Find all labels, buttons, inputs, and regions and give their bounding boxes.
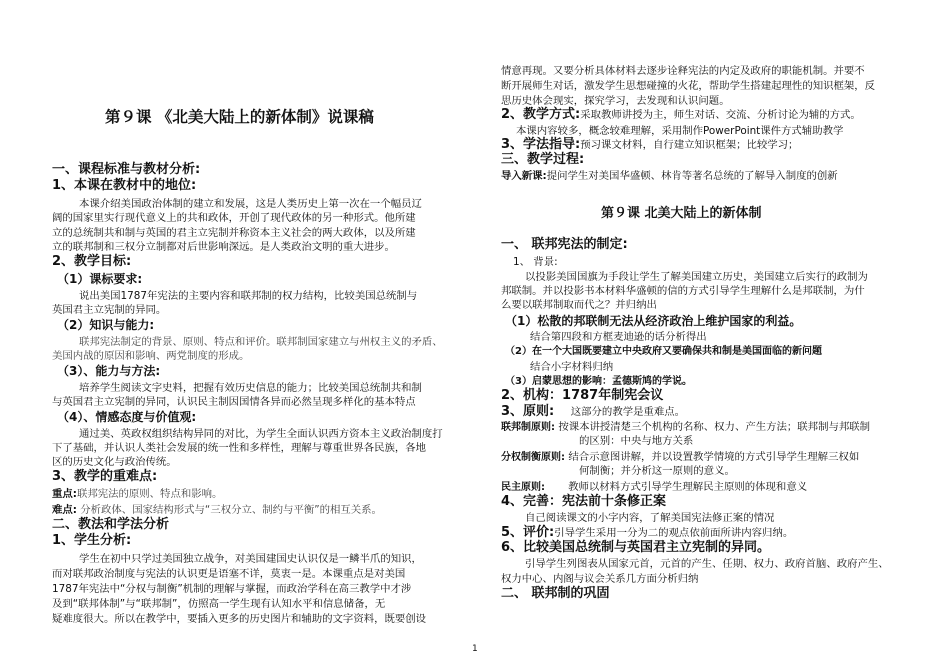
separation-principle: [501, 450, 859, 465]
paragraph-line: 引导学生列图表从国家元首，元首的产生、任期、权力、政府首脑、政府产生、: [525, 558, 889, 570]
subsection-heading: 1、学生分析:: [52, 533, 132, 548]
paragraph-line: 培养学生阅读文字史料，把握有效历史信息的能力；比较美国总统制共和制: [79, 382, 422, 394]
difficulty-label: 难点:: [52, 504, 77, 516]
goal-heading: （3）、能力与方法:: [57, 364, 161, 378]
guidance-text: 预习课文材料，自行建立知识框架；比较学习；: [580, 139, 799, 151]
paragraph-line: 联邦宪法制定的背景、原则、特点和评价。联邦制国家建立与州权主义的矛盾、: [79, 336, 443, 348]
point-heading: （3）启蒙思想的影响：孟德斯鸠的学说。: [505, 376, 692, 387]
subsection-heading: 2、机构：1787年制宪会议: [501, 388, 664, 403]
paragraph-line: 思历史体会现实，探究学习，去发现和认识问题。: [501, 95, 730, 107]
key-label: 重点:: [52, 488, 77, 500]
democracy-principle: [501, 480, 807, 495]
paragraph-line: 何制衡；并分析这一原则的意义。: [579, 465, 735, 477]
principles: [501, 405, 685, 419]
teaching-method: [501, 108, 861, 122]
separation-text: 结合示意图讲解，并以设置教学情境的方式引导学生理解三权如: [568, 451, 860, 463]
subsection-heading: 3、教学的重难点:: [52, 469, 158, 484]
paragraph-line: 结合第四段和方框麦迪逊的话分析得出: [530, 331, 707, 343]
page-title: 第９课 《北美大陆上的新体制》说课稿: [105, 108, 374, 126]
federal-principle: [501, 420, 870, 435]
page-number: 1: [472, 644, 478, 654]
guidance-heading: 3、学法指导:: [501, 137, 581, 152]
paragraph-line: 么要以联邦制取而代之？并归纳出: [501, 299, 657, 311]
paragraph-line: 学生在初中只学过美国独立战争，对美国建国史认识仅是一鳞半爪的知识，: [79, 553, 422, 565]
subsection-heading: 4、完善：宪法前十条修正案: [501, 494, 667, 509]
goal-heading: （1）课标要求:: [57, 272, 143, 286]
separation-label: 分权制衡原则:: [501, 452, 565, 463]
subsection-heading: 1、 背景:: [513, 256, 558, 268]
paragraph-line: 而对联邦政治制度与宪法的认识更是语塞不详，莫衷一是。本课重点是对美国: [52, 568, 406, 580]
point-heading: （1）松散的邦联制无法从经济政治上维护国家的利益。: [505, 314, 802, 328]
paragraph-line: 英国君主立宪制的异同。: [52, 304, 167, 316]
federal-text: 按课本讲授清楚三个机构的名称、权力、产生方法；联邦制与邦联制: [558, 421, 871, 433]
method-text: 采取教师讲授为主，师生对话、交流、分析讨论为辅的方式。: [580, 109, 861, 121]
federal-label: 联邦制原则:: [501, 422, 555, 433]
method-heading: 2、教学方式:: [501, 107, 581, 122]
study-guidance: [501, 138, 798, 152]
subsection-heading: 6、比较美国总统制与英国君主立宪制的异同。: [501, 540, 771, 555]
section-heading: 二、 联邦制的巩固: [501, 586, 610, 601]
subsection-heading: 1、本课在教材中的地位:: [52, 178, 197, 193]
paragraph-line: 立的联邦制和三权分立制都对后世影响深远。是人类政治文明的重大进步。: [52, 241, 395, 253]
paragraph-line: 邦联制。并以投影书本材料华盛顿的信的方式引导学生理解什么是邦联制，为什: [501, 285, 865, 297]
difficulty-text: 分析政体、国家结构形式与“三权分立、制约与平衡”的相互关系。: [80, 504, 382, 516]
democracy-label: 民主原则:: [501, 482, 545, 493]
paragraph-line: 下了基础，并认识人类社会发展的统一性和多样性，理解与尊重世界各民族，各地: [52, 442, 427, 454]
point-heading: （2）在一个大国既要建立中央政府又要确保共和制是美国面临的新问题: [505, 346, 822, 357]
evaluation-text: 引导学生采用一分为二的观点依前面所讲内容归纳。: [554, 527, 794, 539]
section-heading: 三、教学过程:: [501, 152, 585, 167]
paragraph-line: 本课内容较多，概念较难理解，采用制作PowerPoint课件方式辅助教学: [516, 125, 844, 137]
paragraph-line: 断开展师生对话，激发学生思想碰撞的火花，帮助学生搭建起理性的知识框架，反: [501, 80, 876, 92]
key-point: [52, 487, 222, 501]
principles-heading: 3、原则:: [501, 404, 555, 419]
paragraph-line: 1787年宪法中“分权与制衡”机制的理解与掌握，而政治学科在高三教学中才涉: [52, 583, 412, 595]
intro-text: 提问学生对美国华盛顿、林肯等著名总统的了解导入制度的创新: [546, 170, 838, 182]
evaluation-heading: 5、评价:: [501, 525, 555, 540]
paragraph-line: 的区别：中央与地方关系: [579, 435, 694, 447]
paragraph-line: 权力中心、内阁与议会关系几方面分析归纳: [501, 573, 699, 585]
difficult-point: [52, 503, 382, 517]
paragraph-line: 情意再现。又要分析具体材料去逐步诠释宪法的内定及政府的职能机制。并要不: [501, 65, 865, 77]
paragraph-line: 通过美、英政权组织结构异同的对比，为学生全面认识西方资本主义政治制度打: [79, 428, 443, 440]
paragraph-line: 本课介绍美国政治体制的建立和发展，这是人类历史上第一次在一个幅员辽: [79, 198, 422, 210]
paragraph-line: 美国内战的原因和影响、两党制度的形成。: [52, 350, 250, 362]
section-heading: 一、课程标准与教材分析:: [52, 162, 201, 177]
intro-label: 导入新课:: [501, 170, 547, 182]
paragraph-line: 及到“联邦体制”与“联邦制”，仿照高一学生现有认知水平和信息储备，无: [52, 598, 386, 610]
paragraph-line: 自己阅读课文的小字内容，了解美国宪法修正案的情况: [525, 512, 775, 524]
paragraph-line: 结合小字材料归纳: [530, 361, 614, 373]
paragraph-line: 立的总统制共和制与英国的君主立宪制并称资本主义社会的两大政体，以及所建: [52, 227, 416, 239]
goal-heading: （4）、情感态度与价值观:: [57, 410, 197, 424]
paragraph-line: 疑难度很大。所以在教学中，要插入更多的历史图片和辅助的文字资料，既要创设: [52, 613, 427, 625]
subsection-heading: 2、教学目标:: [52, 254, 132, 269]
goal-heading: （2）知识与能力:: [57, 318, 155, 332]
section-heading: 二、教法和学法分析: [52, 517, 170, 532]
paragraph-line: 阔的国家里实行现代意义上的共和政体，开创了现代政体的另一种形式。他所建: [52, 212, 416, 224]
intro: [501, 169, 838, 183]
lesson-title: 第９课 北美大陆上的新体制: [601, 206, 762, 221]
paragraph-line: 以投影美国国旗为手段让学生了解美国建立历史，美国建立后实行的政制为: [525, 271, 868, 283]
evaluation: [501, 526, 793, 540]
section-heading: 一、 联邦宪法的制定:: [501, 237, 628, 252]
paragraph-line: 与英国君主立宪制的异同，认识民主制因国情各异而必然呈现多样化的基本特点: [52, 396, 416, 408]
principles-text: 这部分的教学是重难点。: [570, 406, 686, 418]
democracy-text: 教师以材料方式引导学生理解民主原则的体现和意义: [568, 481, 808, 493]
paragraph-line: 说出美国1787年宪法的主要内容和联邦制的权力结构，比较美国总统制与: [79, 290, 418, 302]
key-text: 联邦宪法的原则、特点和影响。: [76, 488, 223, 500]
paragraph-line: 区的历史文化与政治传统。: [52, 456, 177, 468]
